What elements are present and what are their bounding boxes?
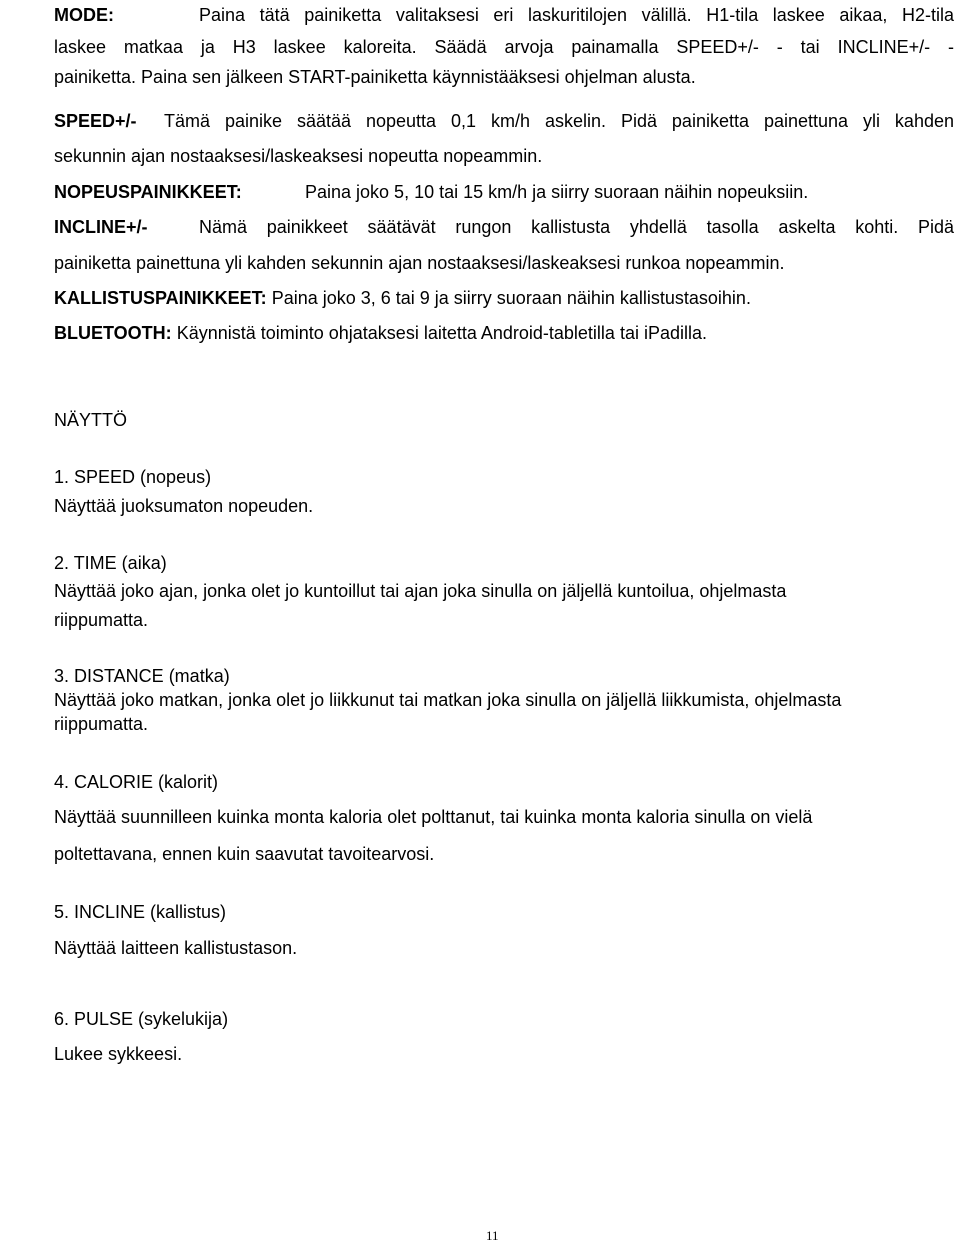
display-item-1-title: 1. SPEED (nopeus): [54, 467, 212, 487]
display-item-2-text-1: Näyttää joko ajan, jonka olet jo kuntoillut tai ajan joka sinulla on jäljellä kuntoilua, ohjelmasta: [54, 581, 787, 601]
incline-label: INCLINE+/-: [54, 217, 148, 237]
bluetooth-text: Käynnistä toiminto ohjataksesi laitetta Android-tabletilla tai iPadilla.: [176, 323, 707, 343]
display-item-6-title: 6. PULSE (sykelukija): [54, 1009, 229, 1029]
incline-text-1: Nämä painikkeet säätävät rungon kallistusta yhdellä tasolla askelta kohti. Pidä: [199, 217, 954, 237]
display-item-4-text-2: poltettavana, ennen kuin saavutat tavoitearvosi.: [54, 844, 435, 864]
speed-keys-line: [54, 181, 808, 203]
display-heading: NÄYTTÖ: [54, 410, 128, 430]
display-item-2-title: 2. TIME (aika): [54, 553, 167, 573]
incline-line-1: [54, 216, 954, 238]
speed-line-1: [54, 110, 954, 132]
speed-label: SPEED+/-: [54, 111, 137, 131]
display-item-3-title: 3. DISTANCE (matka): [54, 666, 230, 686]
page-number: 11: [486, 1228, 499, 1243]
display-item-1-text: Näyttää juoksumaton nopeuden.: [54, 496, 314, 516]
mode-label: MODE:: [54, 5, 114, 25]
display-item-3-text-2: riippumatta.: [54, 714, 149, 734]
display-item-6-text: Lukee sykkeesi.: [54, 1044, 183, 1064]
display-item-2-text-2: riippumatta.: [54, 610, 149, 630]
mode-text-2: laskee matkaa ja H3 laskee kaloreita. Säädä arvoja painamalla SPEED+/- - tai INCLINE+/- -: [54, 37, 954, 57]
display-item-3-text-1: Näyttää joko matkan, jonka olet jo liikkunut tai matkan joka sinulla on jäljellä liikkumista, ohjelmasta: [54, 690, 842, 710]
display-item-4-title: 4. CALORIE (kalorit): [54, 772, 219, 792]
display-item-4-text-1: Näyttää suunnilleen kuinka monta kaloria olet polttanut, tai kuinka monta kaloria sinulla on vielä: [54, 807, 813, 827]
speed-text-2: sekunnin ajan nostaaksesi/laskeaksesi nopeutta nopeammin.: [54, 146, 543, 166]
bluetooth-label: BLUETOOTH:: [54, 323, 172, 343]
speed-text-1: Tämä painike säätää nopeutta 0,1 km/h askelin. Pidä painiketta painettuna yli kahden: [164, 111, 954, 131]
speed-keys-text: Paina joko 5, 10 tai 15 km/h ja siirry suoraan näihin nopeuksiin.: [305, 182, 809, 202]
mode-text-3: painiketta. Paina sen jälkeen START-painiketta käynnistääksesi ohjelman alusta.: [54, 67, 696, 87]
mode-line-1: [54, 4, 954, 26]
incline-keys-text: Paina joko 3, 6 tai 9 ja siirry suoraan näihin kallistustasoihin.: [271, 288, 751, 308]
incline-keys-label: KALLISTUSPAINIKKEET:: [54, 288, 267, 308]
speed-keys-label: NOPEUSPAINIKKEET:: [54, 182, 242, 202]
incline-keys-line: [54, 287, 751, 309]
bluetooth-line: [54, 322, 707, 344]
display-item-5-text: Näyttää laitteen kallistustason.: [54, 938, 298, 958]
incline-text-2: painiketta painettuna yli kahden sekunnin ajan nostaaksesi/laskeaksesi runkoa nopeammin.: [54, 253, 785, 273]
display-item-5-title: 5. INCLINE (kallistus): [54, 902, 227, 922]
mode-text-1: Paina tätä painiketta valitaksesi eri laskuritilojen välillä. H1-tila laskee aikaa, H2-tila: [199, 5, 954, 25]
